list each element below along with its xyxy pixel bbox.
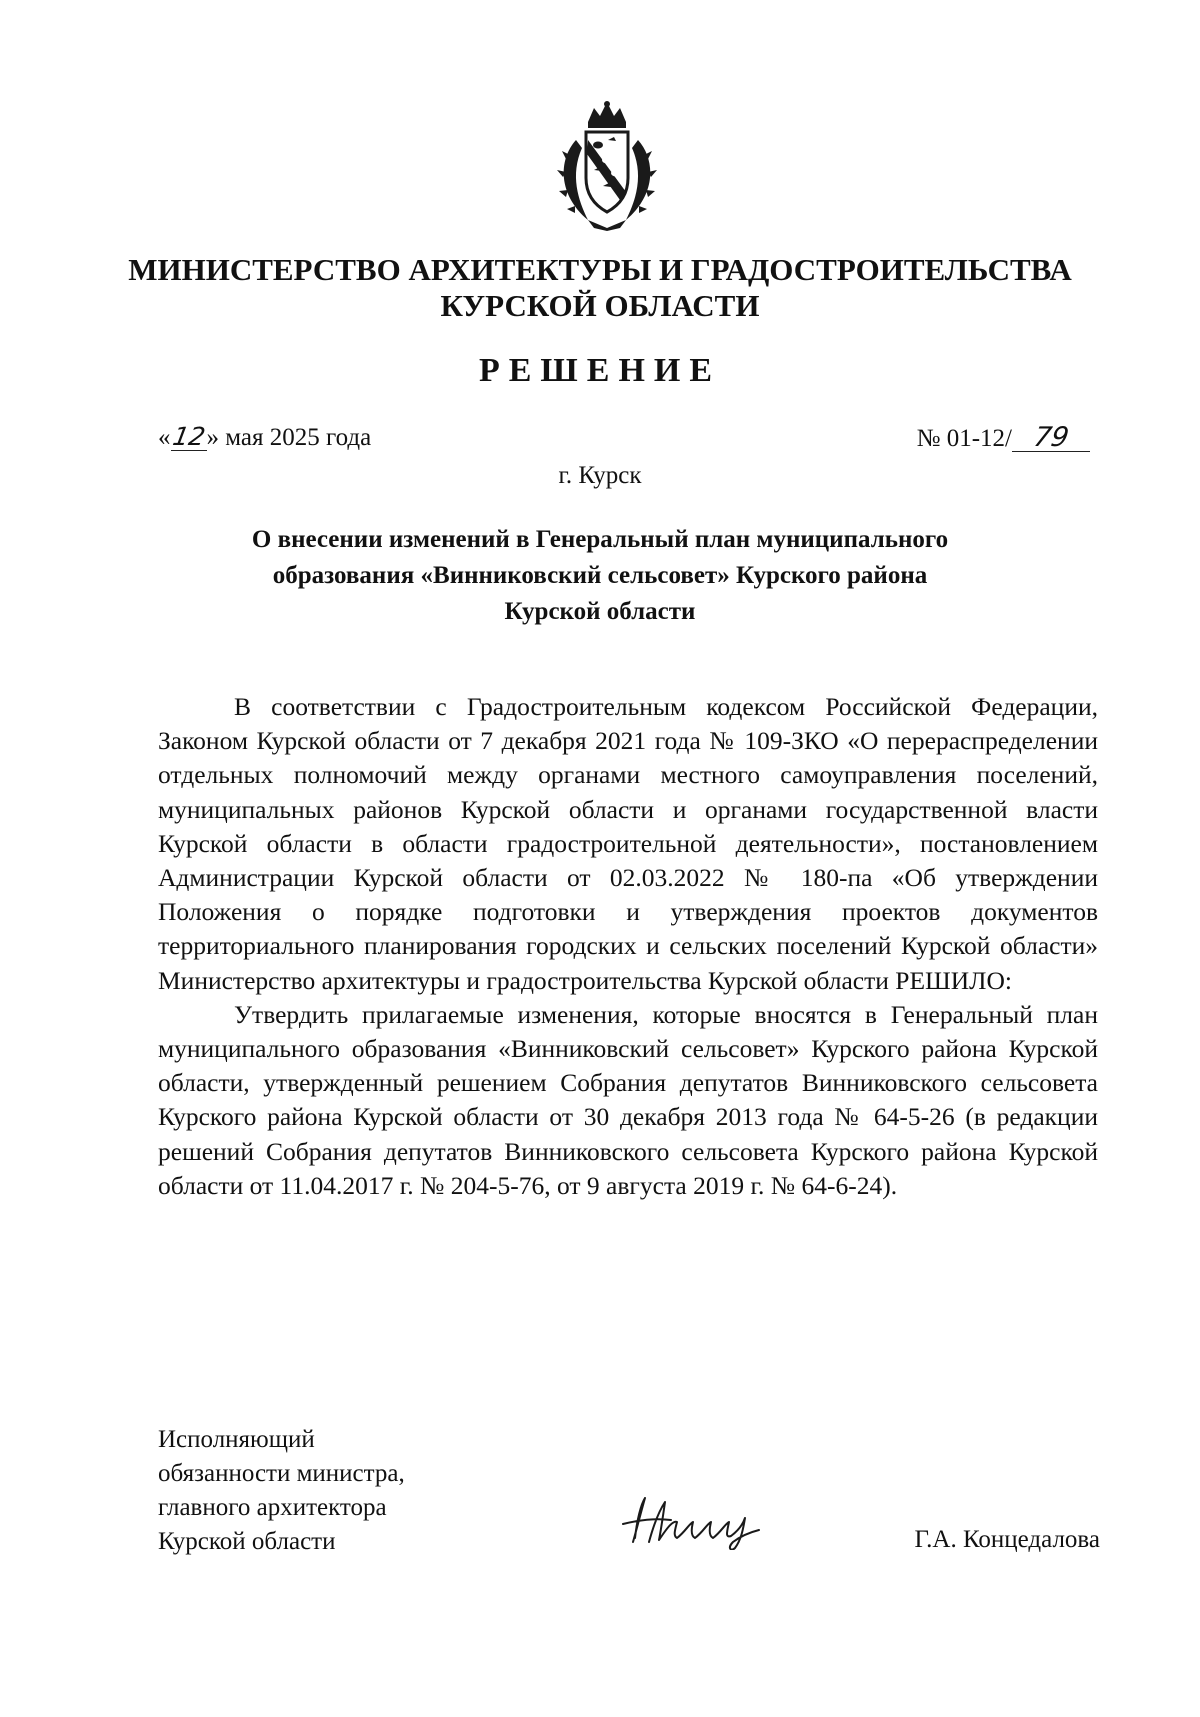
body-paragraph-1: В соответствии с Градостроительным кодексом Российской Федерации, Законом Курской области от 7 декабря 2021 года № 109-ЗКО «О перераспределении отдельных полномочий между органами местного самоуправления поселений, муниципальных районов Курской области и органами государственной власти Курской области в области градостроительной деятельности», постановлением Администрации Курской области от 02.03.2022 № 180-па «Об утверждении Положения о порядке подготовки и утверждения проектов документов территориального планирования городских и сельских поселений Курской области» Министерство архитектуры и градостроительства Курской области РЕШИЛО:: [158, 692, 1098, 995]
signer-position: [158, 1423, 405, 1559]
subject-line1: О внесении изменений в Генеральный план муниципального: [251, 526, 949, 553]
signer-position-line1: Исполняющий: [158, 1426, 315, 1453]
ministry-name-line2: КУРСКОЙ ОБЛАСТИ: [440, 288, 760, 323]
date-month-year: » мая 2025 года: [206, 424, 372, 451]
subject-line3: Курской области: [504, 598, 696, 625]
document-date: [158, 424, 371, 452]
ministry-name: [100, 252, 1100, 324]
date-open-quote: «: [158, 424, 171, 451]
signer-name: Г.А. Концедалова: [914, 1526, 1100, 1553]
kursk-coat-of-arms-icon: [548, 100, 666, 232]
handwritten-signature: [615, 1490, 765, 1550]
document-type-title: РЕШЕНИЕ: [478, 352, 722, 389]
date-day-handwritten: 12: [170, 422, 208, 451]
document-number-prefix: № 01-12/: [916, 425, 1012, 452]
document-body: [158, 690, 1098, 1203]
signer-position-line3: главного архитектора: [158, 1494, 387, 1521]
document-city: г. Курск: [558, 462, 642, 489]
document-number: [917, 424, 1090, 453]
signer-position-line4: Курской области: [158, 1528, 336, 1555]
signer-position-line2: обязанности министра,: [158, 1460, 405, 1487]
body-paragraph-2: Утвердить прилагаемые изменения, которые вносятся в Генеральный план муниципального образования «Винниковский сельсовет» Курского района Курской области, утвержденный решением Собрания депутатов Винниковского сельсовета Курского района Курской области от 30 декабря 2013 года № 64-5-26 (в редакции решений Собрания депутатов Винниковского сельсовета Курского района Курской области от 11.04.2017 г. № 204-5-76, от 9 августа 2019 г. № 64-6-24).: [158, 999, 1098, 1200]
document-number-handwritten: 79: [1012, 424, 1090, 452]
document-subject: [180, 522, 1020, 630]
ministry-name-line1: МИНИСТЕРСТВО АРХИТЕКТУРЫ И ГРАДОСТРОИТЕЛЬСТВА: [128, 252, 1072, 287]
subject-line2: образования «Винниковский сельсовет» Курского района: [272, 562, 928, 589]
